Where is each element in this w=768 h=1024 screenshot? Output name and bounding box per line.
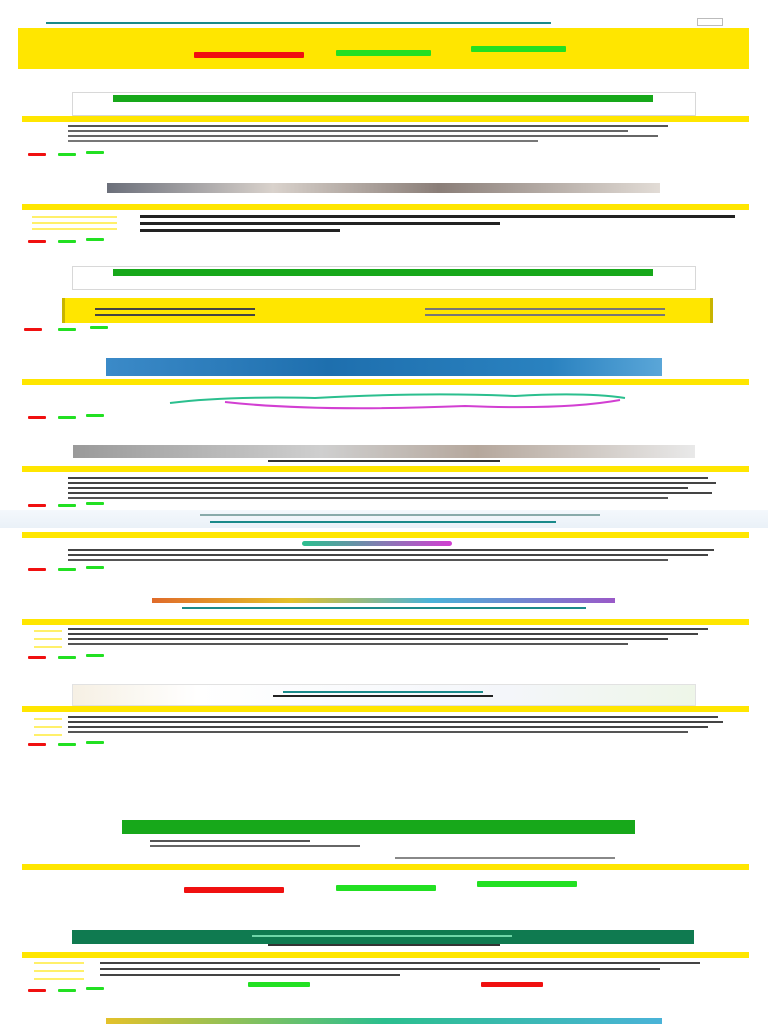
section-body-5 <box>68 549 718 567</box>
arrow-icon[interactable] <box>90 326 108 329</box>
arrow-icon[interactable] <box>58 743 76 746</box>
colorful-banner-underline <box>182 607 586 609</box>
arrow-icon[interactable] <box>58 328 76 331</box>
arrow-icon[interactable] <box>86 151 104 154</box>
arrow-icon[interactable] <box>86 566 104 569</box>
section-body-7 <box>68 716 728 740</box>
signal-line-green-2 <box>477 881 577 887</box>
yellow-info-panel <box>62 298 713 323</box>
bottom-banner <box>106 1018 662 1024</box>
signal-line-green <box>336 50 431 56</box>
section-body-1 <box>68 125 698 147</box>
arrow-icon[interactable] <box>86 987 104 990</box>
promo-banner-green <box>72 930 694 944</box>
arrow-icon[interactable] <box>58 153 76 156</box>
section-body-4 <box>68 477 718 501</box>
section-band-8 <box>22 864 749 870</box>
arrow-left-icon[interactable] <box>28 568 46 571</box>
screenshot-strip-1 <box>107 183 660 193</box>
start-caption <box>150 840 450 848</box>
header-underline <box>46 22 551 24</box>
section-band-6 <box>22 619 749 625</box>
arrow-left-icon[interactable] <box>28 989 46 992</box>
arrow-left-icon[interactable] <box>28 416 46 419</box>
start-button[interactable] <box>122 820 635 834</box>
arrow-icon[interactable] <box>86 238 104 241</box>
section-band-4 <box>22 466 749 472</box>
arrow-left-icon[interactable] <box>24 328 42 331</box>
section-body-2 <box>140 215 740 235</box>
section-band-5 <box>22 532 749 538</box>
promo-banner-underline <box>268 944 500 946</box>
arrow-icon[interactable] <box>58 656 76 659</box>
signal-line-red <box>481 982 543 987</box>
section-band-2 <box>22 204 749 210</box>
psychology-illustration <box>165 388 627 412</box>
arrow-left-icon[interactable] <box>28 743 46 746</box>
cta-button-2[interactable] <box>113 269 653 276</box>
signal-line-red <box>194 52 304 58</box>
page-header <box>46 4 566 18</box>
arrow-left-icon[interactable] <box>28 504 46 507</box>
signal-line-green <box>248 982 310 987</box>
arrow-left-icon[interactable] <box>28 240 46 243</box>
section-band-3 <box>22 379 749 385</box>
start-link[interactable] <box>395 857 615 859</box>
arrow-left-icon[interactable] <box>28 656 46 659</box>
arrow-left-icon[interactable] <box>28 153 46 156</box>
list-bullets-9 <box>34 960 94 984</box>
arrow-icon[interactable] <box>58 989 76 992</box>
arrow-icon[interactable] <box>86 741 104 744</box>
list-bullets-2 <box>32 214 122 236</box>
nav-strip-underline <box>210 521 556 523</box>
nav-strip <box>0 510 768 528</box>
arrow-icon[interactable] <box>58 416 76 419</box>
arrow-icon[interactable] <box>86 654 104 657</box>
arrow-icon[interactable] <box>86 502 104 505</box>
hero-banner <box>18 28 749 69</box>
signal-line-green-2 <box>471 46 566 52</box>
section-band-1 <box>22 116 749 122</box>
photo-underline <box>268 460 500 462</box>
nav-strip-text <box>200 514 600 516</box>
promo-banner-blue <box>106 358 662 376</box>
section-band-9 <box>22 952 749 958</box>
signal-line-red <box>184 887 284 893</box>
photo-strip-gray <box>73 445 695 458</box>
arrow-icon[interactable] <box>58 240 76 243</box>
section-band-7 <box>22 706 749 712</box>
arrow-icon[interactable] <box>86 414 104 417</box>
cta-button-1[interactable] <box>113 95 653 102</box>
signal-line-green <box>336 885 436 891</box>
section-body-9 <box>100 962 710 986</box>
close-icon[interactable] <box>697 18 723 26</box>
arrow-icon[interactable] <box>58 504 76 507</box>
section-body-6 <box>68 628 718 652</box>
gradient-card <box>72 684 696 706</box>
section-accent-5 <box>302 541 452 546</box>
arrow-icon[interactable] <box>58 568 76 571</box>
colorful-banner <box>152 598 615 603</box>
